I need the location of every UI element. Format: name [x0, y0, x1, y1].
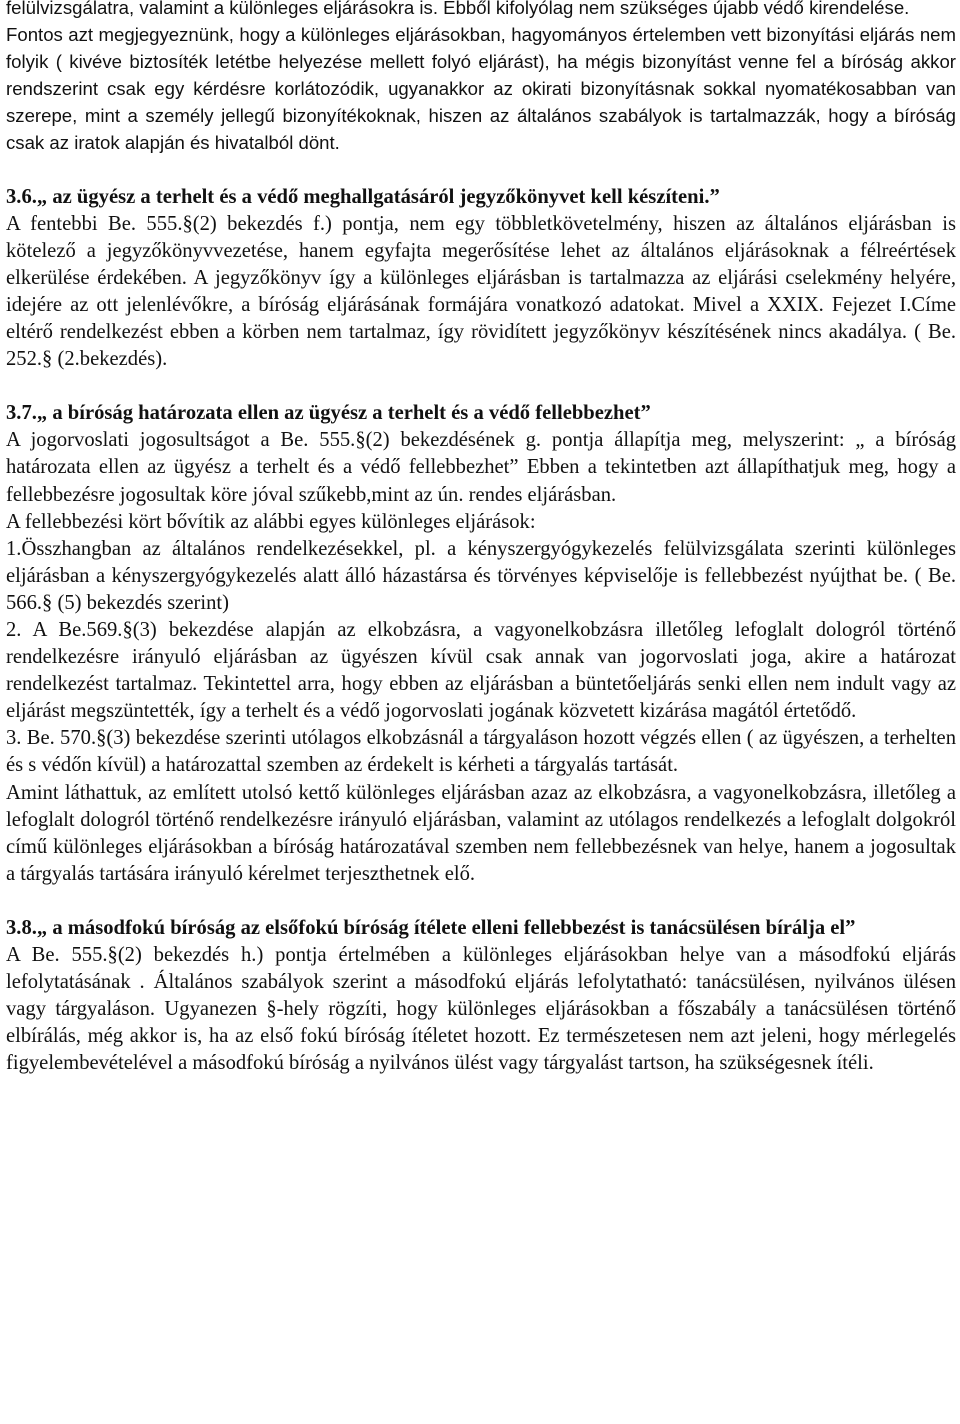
list-item-3: 3. Be. 570.§(3) bekezdése szerinti utólagos elkobzásnál a tárgyaláson hozott végzés ellen ( az ügyészen, a terhelten és s védőn kívül) a határozattal szemben az érdekelt is kérheti a tárgyalás tartását. — [6, 727, 956, 777]
heading-3-8: 3.8.„ a másodfokú bíróság az elsőfokú bíróság ítélete elleni fellebbezést is tanácsülésen bírálja el” — [6, 916, 856, 939]
heading-3-7: 3.7.„ a bíróság határozata ellen az ügyész a terhelt és a védő fellebbezhet” — [6, 402, 651, 425]
spacer — [6, 373, 956, 400]
paragraph-continuation: felülvizsgálatra, valamint a különleges eljárásokra is. Ebből kifolyólag nem szükséges újabb védő kirendelése. — [6, 0, 910, 18]
paragraph-appeal-right: A jogorvoslati jogosultságot a Be. 555.§(2) bekezdésének g. pontja állapítja meg, melyszerint: „ a bíróság határozata ellen az ügyész a terhelt és a védő fellebbezhet” Ebben a tekintetben azt állapíthatjuk meg, hogy a fellebbezésre jogosultak köre jóval szűkebb,mint az ún. rendes eljárásban. — [6, 429, 956, 506]
spacer — [6, 888, 956, 915]
list-item-2: 2. A Be.569.§(3) bekezdése alapján az elkobzásra, a vagyonelkobzásra illetőleg lefoglalt dologról történő rendelkezésre irányuló eljárásban az ügyészen kívül csak annak van jogorvoslati joga, akire a határozat rendelkezést tartalmaz. Tekintettel arra, hogy ebben az eljárásban a büntetőeljárás senki ellen nem indult vagy az eljárást megszüntették, így a terhelt és a védő jogorvoslati jogának közvetett kizárása magától értetődő. — [6, 618, 956, 723]
spacer — [6, 157, 956, 184]
document-page — [6, 0, 956, 1077]
paragraph-second-instance: A Be. 555.§(2) bekezdés h.) pontja értelmében a különleges eljárásokban helye van a másodfokú eljárás lefolytatásának . Általános szabályok szerint a másodfokú eljárás lefolytatható: tanácsülésen, nyilvános ülésen vagy tárgyaláson. Ugyanezen §-hely rögzíti, hogy különleges eljárásokban a főszabály a tanácsülésen történő elbírálás, még akkor is, ha az első fokú bíróság ítéletet hozott. Ez természetesen nem azt jeleni, hogy mérlegelés figyelembevételével a másodfokú bíróság a nyilvános ülést vagy tárgyalást tartson, ha szükségesnek ítéli. — [6, 944, 956, 1075]
paragraph-minutes: A fentebbi Be. 555.§(2) bekezdés f.) pontja, nem egy többletkövetelmény, hiszen az általános eljárásban is kötelező a jegyzőkönyvvezetése, hanem egyfajta megerősítése lehet az általános eljárásoknak a félreértések elkerülése érdekében. A jegyzőkönyv így a különleges eljárásban is tartalmazza az eljárási cselekmény helyére, idejére az ott jelenlévőkre, a bíróság eljárásának formájára vonatkozó adatokat. Mivel a XXIX. Fejezet I.Címe eltérő rendelkezést ebben a körben nem tartalmaz, így rövidített jegyzőkönyv készítésének nincs akadálya. ( Be. 252.§ (2.bekezdés). — [6, 212, 956, 371]
paragraph-appeal-extended: A fellebbezési kört bővítik az alábbi egyes különleges eljárások: — [6, 510, 536, 533]
paragraph-summary: Amint láthattuk, az említett utolsó kettő különleges eljárásban azaz az elkobzásra, a vagyonelkobzásra, illetőleg a lefoglalt dologról történő rendelkezésre irányuló eljárásban, valamint az utólagos rendelkezés a lefoglalt dolgokról című különleges eljárásokban a bíróság határozatával szemben nem fellebbezésnek van helye, hanem a jogosultak a tárgyalás tartására irányuló kérelmet terjeszthetnek elő. — [6, 781, 956, 885]
list-item-1: 1.Összhangban az általános rendelkezésekkel, pl. a kényszergyógykezelés felülvizsgálata szerinti különleges eljárásban a kényszergyógykezelés alatt álló házastársa és törvényes képviselője is fellebbezést nyújthat be. ( Be. 566.§ (5) bekezdés szerint) — [6, 537, 956, 614]
heading-3-6: 3.6.„ az ügyész a terhelt és a védő meghallgatásáról jegyzőkönyvet kell készíteni.” — [6, 185, 720, 208]
paragraph-evidence: Fontos azt megjegyeznünk, hogy a különleges eljárásokban, hagyományos értelemben vett bizonyítási eljárás nem folyik ( kivéve biztosíték letétbe helyezése mellett folyó eljárást), ha mégis bizonyítást venne fel a bíróság akkor rendszerint csak egy kérdésre korlátozódik, ugyanakkor az okirati bizonyításnak sokkal nyomatékosabban van szerepe, mint a személy jellegű bizonyítékoknak, hiszen az általános szabályok is tartalmazzák, hogy a bíróság csak az iratok alapján és hivatalból dönt. — [6, 24, 956, 154]
